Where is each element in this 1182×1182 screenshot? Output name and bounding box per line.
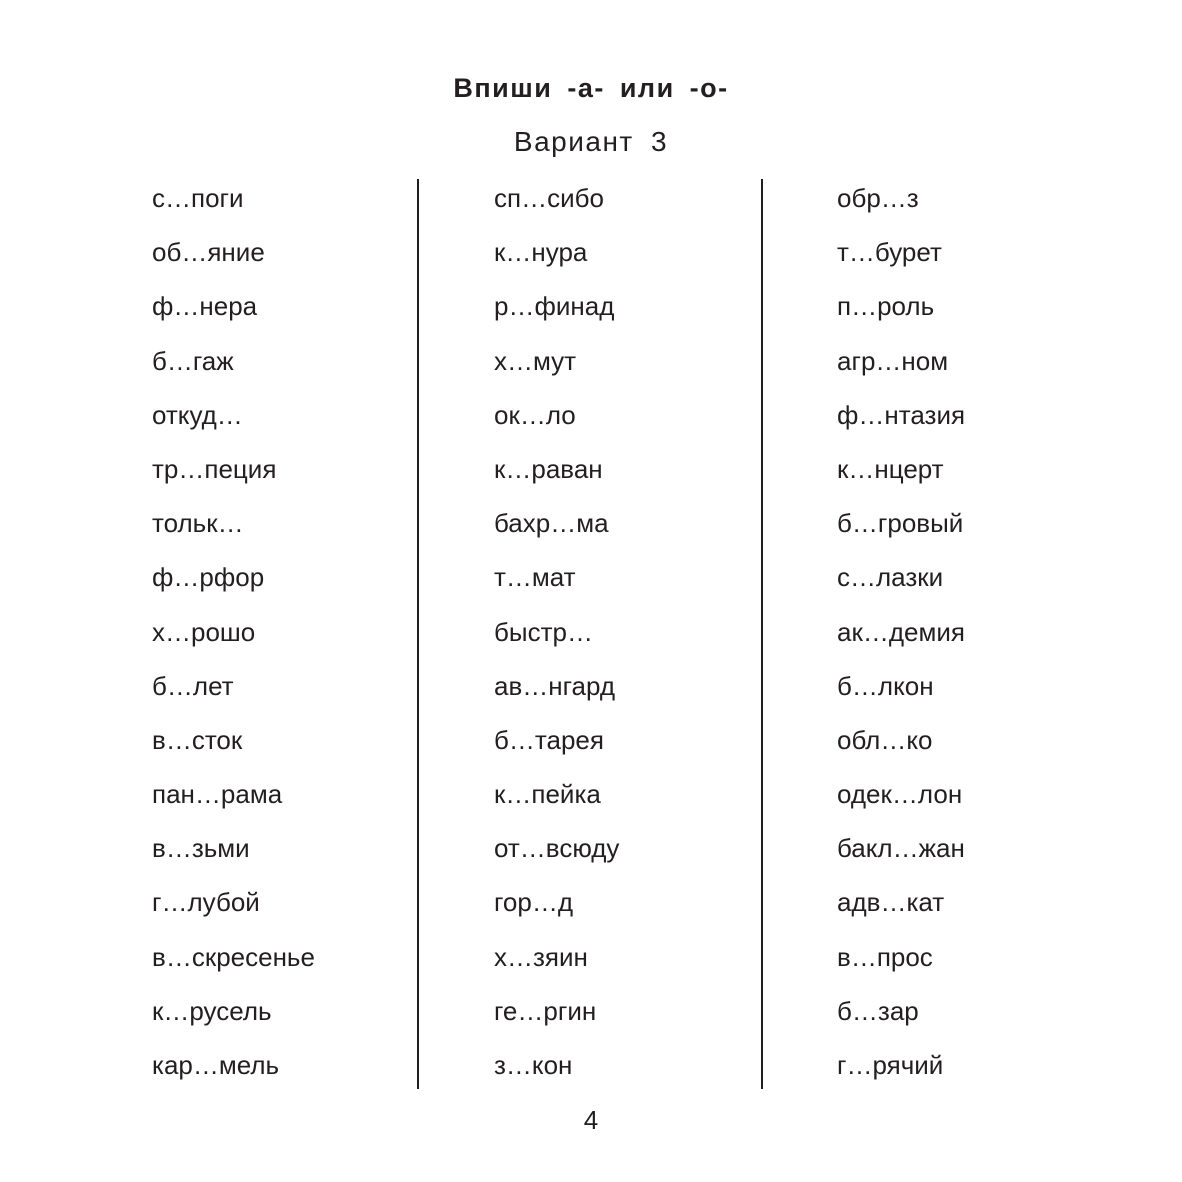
word-item: кар…мель <box>152 1050 280 1080</box>
word-item: к…нцерт <box>837 453 944 484</box>
word-column-2 <box>494 180 619 1101</box>
column-divider-2 <box>761 179 763 1089</box>
word-item: ф…нтазия <box>837 399 966 430</box>
word-item: к…русель <box>152 995 272 1026</box>
word-item: т…мат <box>494 562 576 593</box>
word-item: п…роль <box>837 291 935 322</box>
word-item: ф…нера <box>152 291 258 322</box>
word-item: в…сток <box>152 724 243 755</box>
word-item: к…раван <box>494 453 603 484</box>
word-item: пан…рама <box>152 779 283 810</box>
word-item: быстр… <box>494 616 593 647</box>
word-item: агр…ном <box>837 345 949 376</box>
column-divider-1 <box>417 179 419 1089</box>
word-item: з…кон <box>494 1050 573 1080</box>
word-item: б…гровый <box>837 508 964 539</box>
word-item: б…лет <box>152 670 234 701</box>
word-item: бакл…жан <box>837 833 965 864</box>
word-item: ав…нгард <box>494 670 616 701</box>
word-item: обл…ко <box>837 724 933 755</box>
word-item: ок…ло <box>494 399 576 430</box>
word-item: в…зьми <box>152 833 250 864</box>
word-item: т…бурет <box>837 237 942 268</box>
word-item: одек…лон <box>837 779 963 810</box>
word-item: б…тарея <box>494 724 604 755</box>
word-item: р…финад <box>494 291 615 322</box>
worksheet-title: Впиши -а- или -о- <box>453 73 729 103</box>
word-item: с…поги <box>152 183 244 213</box>
word-item: б…лкон <box>837 670 934 701</box>
word-item: к…пейка <box>494 779 601 810</box>
word-column-1 <box>152 180 315 1101</box>
word-item: сп…сибо <box>494 183 604 213</box>
variant-label: Вариант 3 <box>513 126 669 157</box>
word-item: адв…кат <box>837 887 945 918</box>
word-item: от…всюду <box>494 833 620 864</box>
word-item: в…прос <box>837 941 933 972</box>
word-item: ге…ргин <box>494 995 597 1026</box>
word-item: г…лубой <box>152 887 260 918</box>
word-item: тр…пеция <box>152 453 277 484</box>
word-item: г…рячий <box>837 1050 944 1080</box>
word-item: об…яние <box>152 237 265 268</box>
word-item: бахр…ма <box>494 508 609 539</box>
word-item: к…нура <box>494 237 588 268</box>
word-item: откуд… <box>152 399 243 430</box>
word-item: с…лазки <box>837 562 944 593</box>
word-item: ак…демия <box>837 616 965 647</box>
word-item: б…гаж <box>152 345 234 376</box>
word-item: в…скресенье <box>152 941 315 972</box>
word-item: х…мут <box>494 345 577 376</box>
word-item: тольк… <box>152 508 244 539</box>
word-item: гор…д <box>494 887 574 918</box>
word-item: х…рошо <box>152 616 256 647</box>
word-column-3 <box>837 180 965 1101</box>
word-item: ф…рфор <box>152 562 265 593</box>
page-number: 4 <box>583 1105 599 1135</box>
word-item: х…зяин <box>494 941 588 972</box>
word-item: б…зар <box>837 995 919 1026</box>
word-item: обр…з <box>837 183 919 213</box>
